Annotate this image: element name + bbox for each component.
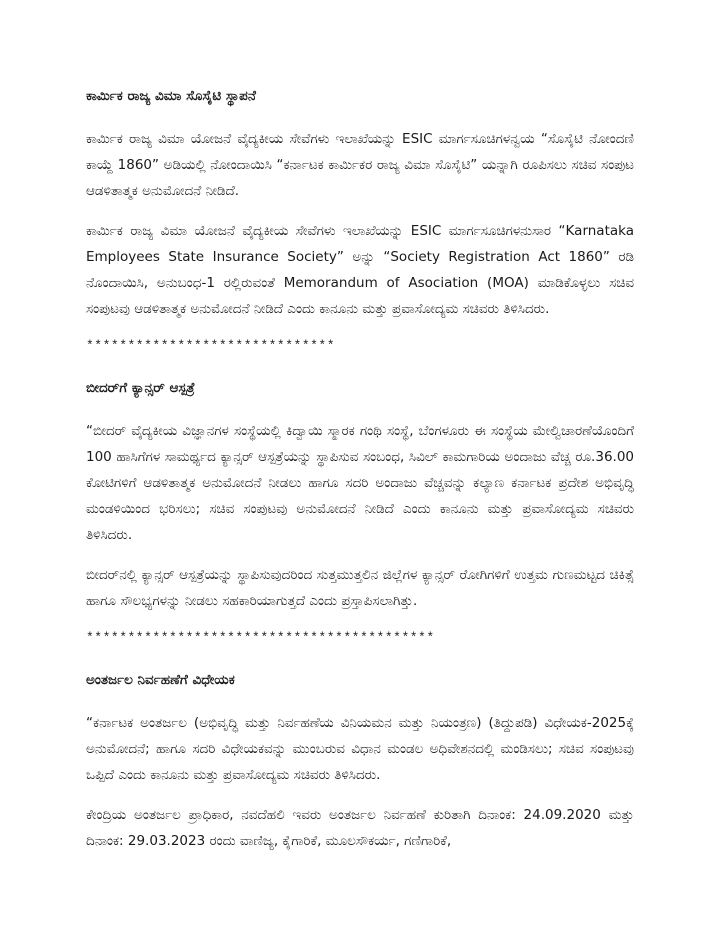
- section-groundwater-bill: [86, 628, 634, 854]
- section-heading: ಬೀದರ್‌ಗೆ ಕ್ಯಾನ್ಸರ್ ಆಸ್ಪತ್ರೆ: [86, 380, 195, 396]
- section-esi-society: [86, 86, 634, 322]
- paragraph: “ಕರ್ನಾಟಕ ಅಂತರ್ಜಲ (ಅಭಿವೃದ್ಧಿ ಮತ್ತು ನಿರ್ವಹಣೆಯ ವಿನಿಯಮನ ಮತ್ತು ನಿಯಂತ್ರಣ) (ತಿದ್ದುಪಡಿ) ವಿಧೇಯಕ-2025ಕ್ಕೆ ಅನುಮೋದನೆ; ಹಾಗೂ ಸದರಿ ವಿಧೇಯಕವನ್ನು ಮುಂಬರುವ ವಿಧಾನ ಮಂಡಲ ಅಧಿವೇಶನದಲ್ಲಿ ಮಂಡಿಸಲು; ಸಚಿವ ಸಂಪುಟವು ಒಪ್ಪಿದೆ ಎಂದು ಕಾನೂನು ಮತ್ತು ಪ್ರವಾಸೋದ್ಯಮ ಸಚಿವರು ತಿಳಿಸಿದರು.: [86, 715, 634, 783]
- paragraph: ಕೇಂದ್ರಿಯ ಅಂತರ್ಜಲ ಪ್ರಾಧಿಕಾರ, ನವದೆಹಲಿ ಇವರು ಅಂತರ್ಜಲ ನಿರ್ವಹಣೆ ಕುರಿತಾಗಿ ದಿನಾಂಕ: 24.09.2020 ಮತ್ತು ದಿನಾಂಕ: 29.03.2023 ರಂದು ವಾಣಿಜ್ಯ, ಕೈಗಾರಿಕೆ, ಮೂಲಸೌಕರ್ಯ, ಗಣಿಗಾರಿಕೆ,: [86, 807, 634, 849]
- paragraph: ಕಾರ್ಮಿಕ ರಾಜ್ಯ ವಿಮಾ ಯೋಜನೆ ವೈದ್ಯಕೀಯ ಸೇವೆಗಳು ಇಲಾಖೆಯನ್ನು ESIC ಮಾರ್ಗಸೂಚಿಗಳನ್ವಯ “ಸೊಸೈಟಿ ನೋಂದಣಿ ಕಾಯ್ದೆ 1860” ಅಡಿಯಲ್ಲಿ ನೋಂದಾಯಿಸಿ “ಕರ್ನಾಟಕ ಕಾರ್ಮಿಕರ ರಾಜ್ಯ ವಿಮಾ ಸೊಸೈಟಿ” ಯನ್ನಾಗಿ ರೂಪಿಸಲು ಸಚಿವ ಸಂಪುಟ ಆಡಳಿತಾತ್ಮಕ ಅನುಮೋದನೆ ನೀಡಿದೆ.: [86, 131, 634, 199]
- section-bidar-cancer-hospital: [86, 336, 634, 614]
- paragraph: ಬೀದರ್‌ನಲ್ಲಿ ಕ್ಯಾನ್ಸರ್ ಆಸ್ಪತ್ರೆಯನ್ನು ಸ್ಥಾಪಿಸುವುದರಿಂದ ಸುತ್ತಮುತ್ತಲಿನ ಜಿಲ್ಲೆಗಳ ಕ್ಯಾನ್ಸರ್ ರೋಗಿಗಳಿಗೆ ಉತ್ತಮ ಗುಣಮಟ್ಟದ ಚಿಕಿತ್ಸೆ ಹಾಗೂ ಸೌಲಭ್ಯಗಳನ್ನು ನೀಡಲು ಸಹಕಾರಿಯಾಗುತ್ತದೆ ಎಂದು ಪ್ರಸ್ತಾಪಿಸಲಾಗಿತ್ತು.: [86, 567, 634, 609]
- paragraph: “ಬೀದರ್ ವೈದ್ಯಕೀಯ ವಿಜ್ಞಾನಗಳ ಸಂಸ್ಥೆಯಲ್ಲಿ ಕಿದ್ವಾಯಿ ಸ್ಮಾರಕ ಗಂಥಿ ಸಂಸ್ಥೆ, ಬೆಂಗಳೂರು ಈ ಸಂಸ್ಥೆಯ ಮೇಲ್ವಿಚಾರಣೆಯೊಂದಿಗೆ 100 ಹಾಸಿಗೆಗಳ ಸಾಮರ್ಥ್ಯದ ಕ್ಯಾನ್ಸರ್ ಆಸ್ಪತ್ರೆಯನ್ನು ಸ್ಥಾಪಿಸುವ ಸಂಬಂಧ, ಸಿವಿಲ್ ಕಾಮಗಾರಿಯ ಅಂದಾಜು ವೆಚ್ಚ ರೂ.36.00 ಕೋಟಿಗಳಿಗೆ ಆಡಳಿತಾತ್ಮಕ ಅನುಮೋದನೆ ನೀಡಲು ಹಾಗೂ ಸದರಿ ಅಂದಾಜು ವೆಚ್ಚವನ್ನು ಕಲ್ಯಾಣ ಕರ್ನಾಟಕ ಪ್ರದೇಶ ಅಭಿವೃದ್ಧಿ ಮಂಡಳಿಯಿಂದ ಭರಿಸಲು; ಸಚಿವ ಸಂಪುಟವು ಅನುಮೋದನೆ ನೀಡಿದೆ ಎಂದು ಕಾನೂನು ಮತ್ತು ಪ್ರವಾಸೋದ್ಯಮ ಸಚಿವರು ತಿಳಿಸಿದರು.: [86, 423, 634, 543]
- separator-line: ******************************: [86, 338, 336, 353]
- paragraph: ಕಾರ್ಮಿಕ ರಾಜ್ಯ ವಿಮಾ ಯೋಜನೆ ವೈದ್ಯಕೀಯ ಸೇವೆಗಳು ಇಲಾಖೆಯನ್ನು ESIC ಮಾರ್ಗಸೂಚಿಗಳನುಸಾರ “Karnataka Employees State Insurance Society” ಅನ್ನು “Society Registration Act 1860” ರಡಿ ನೊಂದಾಯಿಸಿ, ಅನುಬಂಧ-1 ರಲ್ಲಿರುವಂತೆ Memorandum of Asociation (MOA) ಮಾಡಿಕೊಳ್ಳಲು ಸಚಿವ ಸಂಪುಟವು ಆಡಳಿತಾತ್ಮಕ ಅನುಮೋದನೆ ನೀಡಿದೆ ಎಂದು ಕಾನೂನು ಮತ್ತು ಪ್ರವಾಸೋದ್ಯಮ ಸಚಿವರು ತಿಳಿಸಿದರು.: [86, 223, 634, 317]
- section-heading: ಅಂತರ್ಜಲ ನಿರ್ವಹಣೆಗೆ ವಿಧೇಯಕ: [86, 672, 235, 688]
- separator-line: ******************************************: [86, 630, 435, 645]
- section-heading: ಕಾರ್ಮಿಕ ರಾಜ್ಯ ವಿಮಾ ಸೊಸೈಟಿ ಸ್ಥಾಪನೆ: [86, 88, 256, 104]
